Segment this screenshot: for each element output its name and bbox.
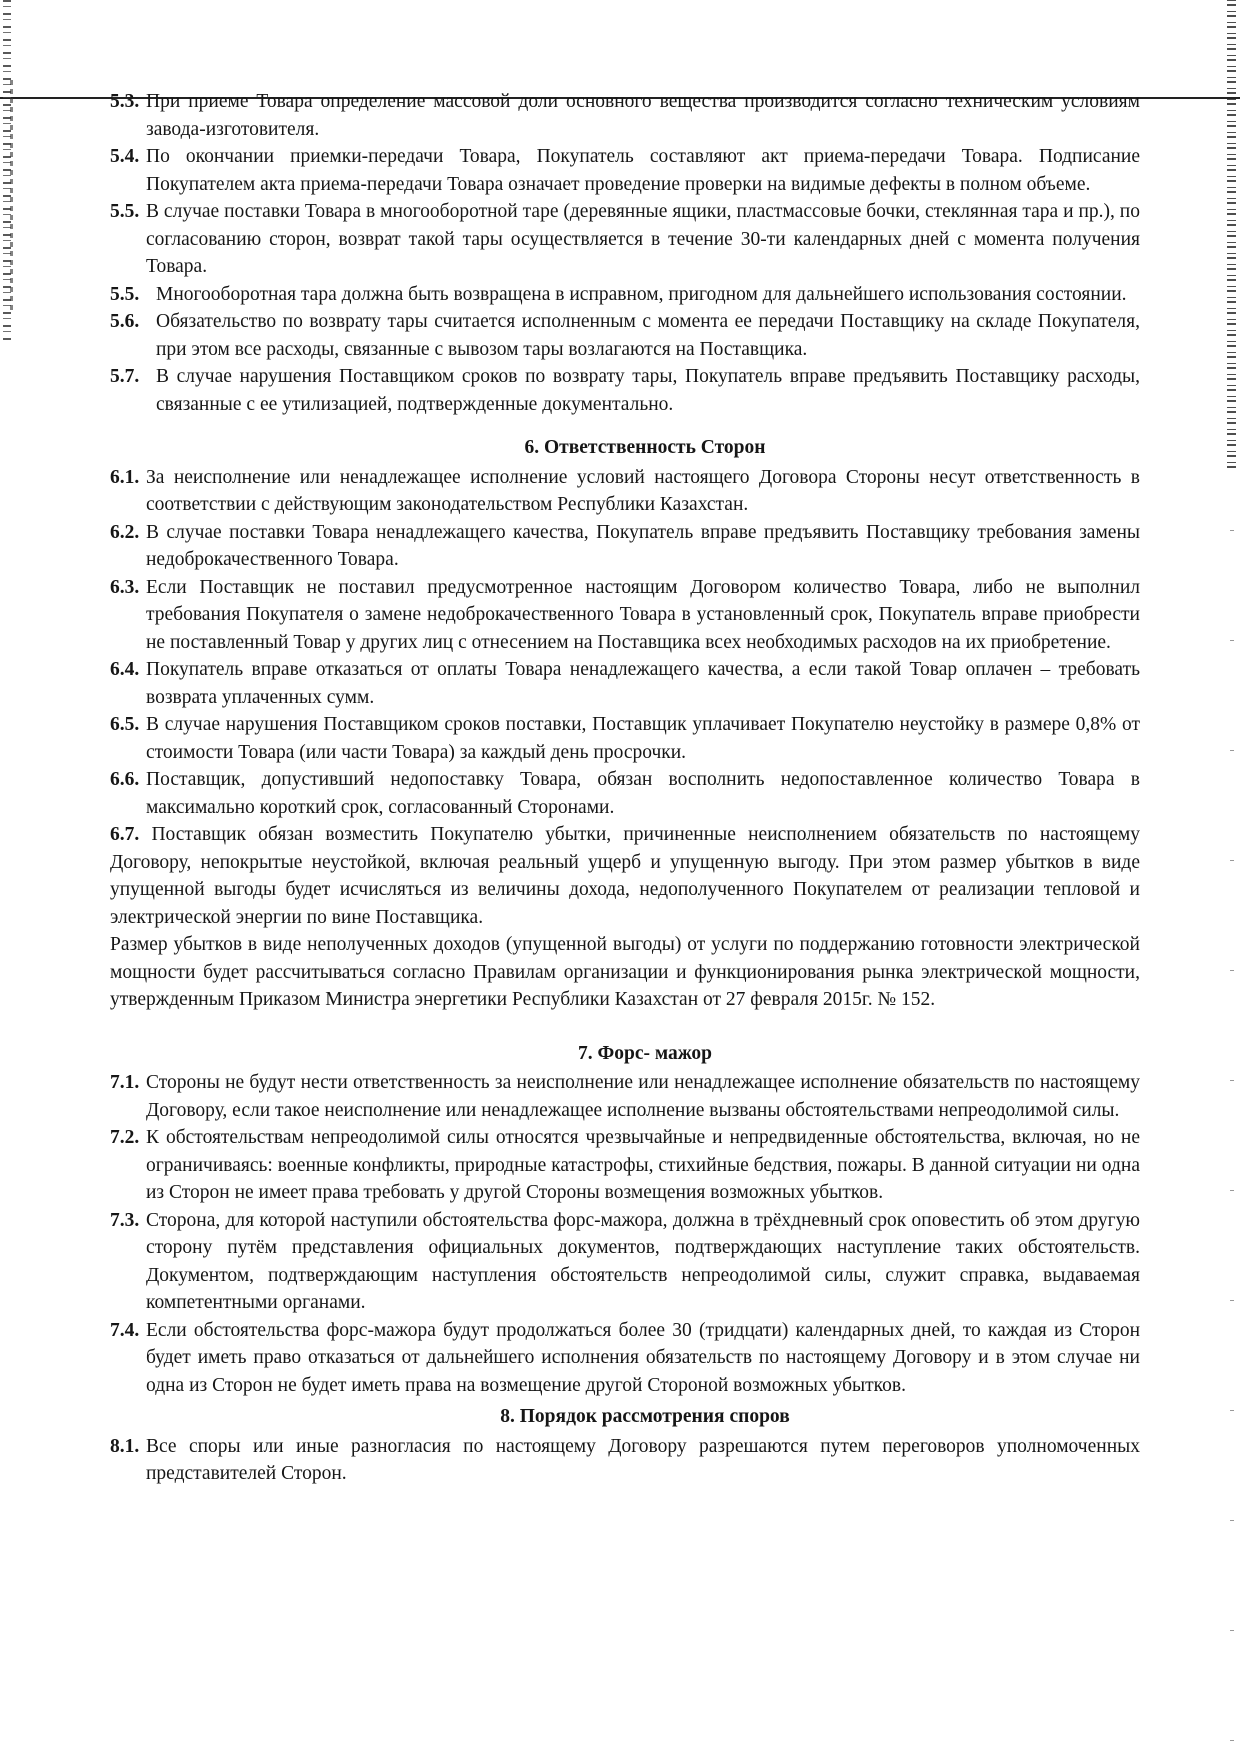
scan-artifact-right — [1227, 0, 1236, 470]
clause-number: 6.7. — [110, 824, 140, 845]
clause-number: 7.2. — [110, 1127, 140, 1148]
clause-5-3 — [110, 88, 1140, 143]
clause-5-7 — [110, 363, 1140, 418]
clause-5-6 — [110, 308, 1140, 363]
clause-text: Если Поставщик не поставил предусмотренное настоящим Договором количество Товара, либо не выполнил требования Покупателя о замене недоброкачественного Товара в установленный срок, Покупатель вправе приобрести не поставленный Товар у других лиц с отнесением на Поставщика всех необходимых расходов на их приобретение. — [146, 576, 1140, 653]
section-8-title: 8. Порядок рассмотрения споров — [500, 1406, 790, 1427]
clause-6-7 — [110, 821, 1140, 931]
clause-6-6 — [110, 766, 1140, 821]
clause-text: В случае нарушения Поставщиком сроков по возврату тары, Покупатель вправе предъявить Поставщику расходы, связанные с ее утилизацией, подтвержденные документально. — [156, 366, 1140, 415]
clause-text: В случае поставки Товара в многооборотной таре (деревянные ящики, пластмассовые бочки, стеклянная тара и пр.), по согласованию сторон, возврат такой тары осуществляется в течение 30-ти календарных дней с момента получения Товара. — [146, 201, 1140, 277]
clause-text: В случае поставки Товара ненадлежащего качества, Покупатель вправе предъявить Поставщику требования замены недоброкачественного Товара. — [146, 521, 1140, 570]
section-6-title: 6. Ответственность Сторон — [524, 437, 766, 458]
clause-number: 7.3. — [110, 1209, 140, 1231]
clause-6-7-extra: Размер убытков в виде неполученных доходов (упущенной выгоды) от услуги по поддержанию готовности электрической мощности будет рассчитываться согласно Правилам организации и функционирования рынка электрической мощности, утвержденным Приказом Министра энергетики Республики Казахстан от 27 февраля 2015г. № 152. — [110, 934, 1140, 1010]
clause-number: 5.5. — [110, 201, 140, 222]
section-7-title: 7. Форс- мажор — [577, 1042, 712, 1064]
clause-text: Стороны не будут нести ответственность за неисполнение или ненадлежащее исполнение обязательств по настоящему Договору, если такое неисполнение или ненадлежащее исполнение вызваны обстоятельствами непреодолимой силы. — [146, 1072, 1140, 1121]
clause-text: Поставщик, допустивший недопоставку Товара, обязан восполнить недопоставленное количество Товара в максимально короткий срок, согласованный Сторонами. — [146, 769, 1140, 818]
clause-text: К обстоятельствам непреодолимой силы относятся чрезвычайные и непредвиденные обстоятельства, включая, но не ограничиваясь: военные конфликты, природные катастрофы, стихийные бедствия, пожары. В данной ситуации ни одна из Сторон не имеет права требовать у другой Стороны возмещения возможных убытков. — [146, 1127, 1140, 1203]
clause-6-2 — [110, 519, 1140, 574]
scan-artifact-right-2 — [1230, 470, 1234, 1750]
clause-text: Если обстоятельства форс-мажора будут продолжаться более 30 (тридцати) календарных дней, то каждая из Сторон будет иметь право отказаться от дальнейшего исполнения обязательств по настоящему Договору и в этом случае ни одна из Сторон не будет иметь права на возмещение другой Стороной возможных убытков. — [146, 1319, 1140, 1396]
clause-number: 6.6. — [110, 769, 140, 790]
clause-7-2 — [110, 1124, 1140, 1207]
clause-7-4 — [110, 1317, 1140, 1400]
document-page — [110, 88, 1140, 1488]
clause-text: За неисполнение или ненадлежащее исполнение условий настоящего Договора Стороны несут ответственность в соответствии с действующим законодательством Республики Казахстан. — [146, 466, 1140, 515]
clause-number: 7.1. — [110, 1072, 140, 1093]
clause-number: 8.1. — [110, 1435, 140, 1457]
clause-7-1 — [110, 1069, 1140, 1124]
clause-8-1 — [110, 1433, 1140, 1488]
clause-5-5-b — [110, 281, 1140, 309]
clause-number: 6.4. — [110, 659, 140, 680]
clause-text: При приеме Товара определение массовой доли основного вещества производится согласно техническим условиям завода-изготовителя. — [146, 91, 1140, 140]
clause-number: 5.5. — [110, 283, 140, 305]
clause-text: Сторона, для которой наступили обстоятельства форс-мажора, должна в трёхдневный срок оповестить об этом другую сторону путём представления официальных документов, подтверждающих наступление таких обстоятельств. Документом, подтверждающим наступления обстоятельств непреодолимой силы, служит справка, выдаваемая компетентными органами. — [146, 1209, 1140, 1313]
clause-number: 5.3. — [110, 91, 140, 112]
clause-text: По окончании приемки-передачи Товара, Покупатель составляют акт приема-передачи Товара. Подписание Покупателем акта приема-передачи Товара означает проведение проверки на видимые дефекты в полном объеме. — [146, 146, 1140, 195]
clause-number: 6.2. — [110, 521, 140, 543]
clause-5-4 — [110, 143, 1140, 198]
clause-6-4 — [110, 656, 1140, 711]
clause-number: 5.7. — [110, 366, 140, 387]
clause-6-1 — [110, 464, 1140, 519]
clause-6-5 — [110, 711, 1140, 766]
clause-text: Поставщик обязан возместить Покупателю убытки, причиненные неисполнением обязательств по настоящему Договору, непокрытые неустойкой, включая реальный ущерб и упущенную выгоду. При этом размер убытков в виде упущенной выгоды будет исчисляться из величины дохода, недополученного Покупателем от реализации тепловой и электрической энергии по вине Поставщика. — [110, 824, 1140, 928]
clause-number: 5.4. — [110, 146, 140, 167]
clause-number: 6.3. — [110, 576, 140, 598]
clause-number: 6.1. — [110, 466, 140, 488]
clause-5-5 — [110, 198, 1140, 281]
clause-6-3 — [110, 574, 1140, 657]
clause-text: Все споры или иные разногласия по настоящему Договору разрешаются путем переговоров уполномоченных представителей Сторон. — [146, 1435, 1140, 1484]
clause-7-3 — [110, 1207, 1140, 1317]
clause-number: 5.6. — [110, 311, 140, 332]
clause-text: Многооборотная тара должна быть возвращена в исправном, пригодном для дальнейшего использования состоянии. — [156, 283, 1127, 305]
scan-artifact-left-2 — [10, 80, 13, 310]
clause-text: Покупатель вправе отказаться от оплаты Товара ненадлежащего качества, а если такой Товар оплачен – требовать возврата уплаченных сумм. — [146, 659, 1140, 708]
clause-text: В случае нарушения Поставщиком сроков поставки, Поставщик уплачивает Покупателю неустойку в размере 0,8% от стоимости Товара (или части Товара) за каждый день просрочки. — [146, 714, 1140, 763]
clause-number: 6.5. — [110, 714, 140, 735]
clause-number: 7.4. — [110, 1319, 140, 1341]
clause-text: Обязательство по возврату тары считается исполненным с момента ее передачи Поставщику на складе Покупателя, при этом все расходы, связанные с вывозом тары возлагаются на Поставщика. — [156, 311, 1140, 360]
